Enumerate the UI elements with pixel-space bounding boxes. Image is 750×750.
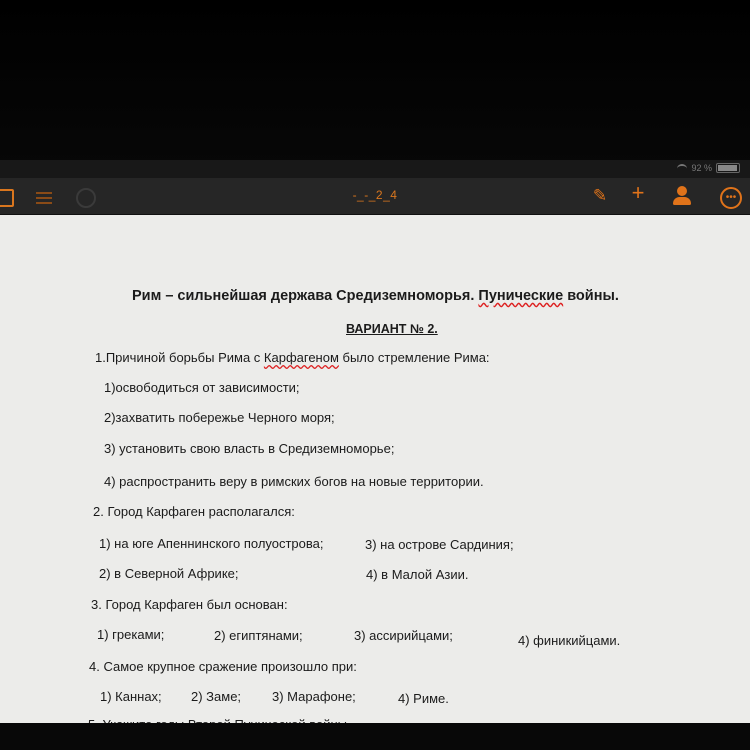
screen-bezel-bottom [0, 723, 750, 750]
q1-option-4: 4) распространить веру в римских богов на новые территории. [104, 474, 484, 489]
q2-option-1: 1) на юге Апеннинского полуострова; [99, 536, 324, 551]
toolbar [0, 178, 750, 215]
brush-icon[interactable]: ✎ [592, 186, 608, 205]
battery-percent: 92 % [691, 163, 712, 173]
q4-option-3: 3) Марафоне; [272, 689, 356, 704]
q1-option-2: 2)захватить побережье Черного моря; [104, 410, 335, 425]
collaborate-icon[interactable] [672, 186, 692, 206]
q4-option-2: 2) Заме; [191, 689, 242, 704]
q2-option-4: 4) в Малой Азии. [366, 567, 469, 582]
question-2: 2. Город Карфаген располагался: [93, 504, 295, 519]
document-heading: Рим – сильнейшая держава Средиземноморья. Пунические войны. [132, 288, 619, 304]
heading-underlined-word: Пунические [478, 288, 564, 304]
plus-icon[interactable]: + [631, 180, 645, 205]
q3-option-4: 4) финикийцами. [518, 633, 621, 648]
status-indicators [677, 163, 740, 173]
q3-option-2: 2) египтянами; [214, 628, 303, 643]
q4-option-1: 1) Каннах; [100, 689, 162, 704]
screen-bezel [0, 0, 750, 165]
variant-label: ВАРИАНТ № 2. [346, 322, 438, 336]
document-page[interactable] [0, 215, 750, 723]
status-bar [0, 160, 750, 178]
q3-option-3: 3) ассирийцами; [354, 628, 453, 643]
q1-option-1: 1)освободиться от зависимости; [104, 380, 300, 395]
q2-option-2: 2) в Северной Африке; [99, 566, 239, 581]
q1-option-3: 3) установить свою власть в Средиземноморье; [104, 441, 395, 456]
question-1: 1.Причиной борьбы Рима с Карфагеном было стремление Рима: [95, 350, 490, 365]
document-title[interactable]: -_-_2_4 [352, 188, 398, 202]
more-icon[interactable]: ••• [720, 187, 742, 209]
battery-icon [716, 163, 740, 173]
question-4: 4. Самое крупное сражение произошло при: [89, 659, 357, 674]
q4-option-4: 4) Риме. [398, 691, 449, 706]
question-1-underlined-word: Карфагеном [263, 350, 339, 365]
q2-option-3: 3) на острове Сардиния; [365, 537, 514, 552]
wifi-icon [677, 164, 687, 173]
q3-option-1: 1) греками; [97, 627, 165, 642]
question-3: 3. Город Карфаген был основан: [91, 597, 288, 612]
